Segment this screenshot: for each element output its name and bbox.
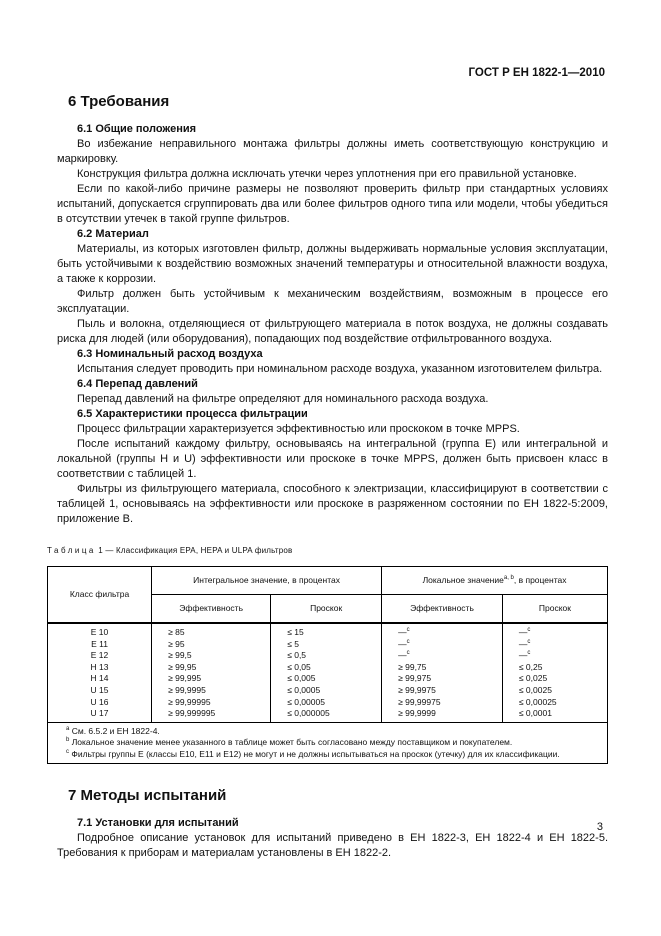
col-local-sup: a, b [503, 574, 514, 581]
table-cell: U 17 [90, 708, 109, 719]
section-7-title: 7 Методы испытаний [68, 786, 227, 804]
table-cell: ≤ 0,005 [287, 673, 316, 684]
section-7-1-title: 7.1 Установки для испытаний [77, 816, 239, 829]
table-cell-wrap [398, 673, 490, 685]
table-cell-wrap [287, 673, 369, 685]
table-caption-label: Таблица [47, 546, 96, 555]
footnote-mark: c [527, 650, 531, 657]
subsection-title: 6.4 Перепад давлений [77, 378, 198, 390]
table-cell-wrap [48, 662, 151, 674]
table-cell-wrap [287, 650, 369, 662]
paragraph: Перепад давлений на фильтре определяют для номинального расхода воздуха. [77, 393, 489, 405]
table-cell: — [398, 650, 407, 661]
footnote-mark: c [406, 650, 410, 657]
table-note [54, 749, 601, 761]
col-local-tail: , в процентах [513, 574, 567, 585]
table-cell-wrap [48, 639, 151, 651]
subsection-title: 6.3 Номинальный расход воздуха [77, 348, 263, 360]
table-cell-wrap [168, 697, 258, 709]
paragraph: Если по какой-либо причине размеры не позволяют проверить фильтр при стандартных условиях испытаний, допускается сгруппировать два или более фильтров одного типа или модели, чтобы убедиться в отсутствии утечек в такой группе фильтров. [57, 183, 608, 225]
table-cell: ≥ 99,975 [398, 673, 432, 684]
integral-efficiency-column [152, 623, 271, 722]
footnote-mark: c [406, 638, 410, 645]
table-cell: ≥ 95 [168, 638, 185, 649]
table-cell: ≥ 85 [168, 627, 185, 637]
table-cell: — [398, 638, 407, 649]
table-cell: ≥ 99,999995 [168, 708, 216, 719]
table-note-text: См. 6.5.2 и ЕН 1822-4. [69, 725, 160, 736]
table-cell: ≤ 0,025 [518, 673, 548, 684]
table-cell: ≤ 0,5 [287, 650, 307, 661]
footnote-mark: a [66, 725, 70, 732]
document-body [47, 90, 608, 861]
subcol-header: Проскок [502, 595, 607, 624]
footnote-mark: c [406, 627, 410, 634]
table-cell: ≤ 0,05 [287, 661, 311, 672]
paragraph: Испытания следует проводить при номинальном расходе воздуха, указанном изготовителем фильтра. [77, 363, 603, 375]
table-cell-wrap [287, 708, 369, 720]
table-cell: ≥ 99,75 [398, 661, 427, 672]
table-cell-wrap [287, 685, 369, 697]
table-cell: ≥ 99,9975 [398, 684, 436, 695]
paragraph: Фильтры из фильтрующего материала, способного к электризации, классифицируют в соответствии с таблицей 1, основываясь на эффективности или проскоке в разряженном состоянии по ЕН 1822-5:2009, приложение В. [57, 483, 608, 525]
table-note-text: Фильтры группы E (классы E10, E11 и E12) не могут и не должны испытываться на проскок (утечку) для их классификации. [69, 748, 560, 759]
table-cell-wrap [519, 697, 595, 709]
table-cell-wrap [287, 639, 369, 651]
table-cell-wrap [519, 673, 595, 685]
table-cell: H 13 [90, 661, 109, 672]
table-cell-wrap [48, 697, 151, 709]
table-cell-wrap [398, 685, 490, 697]
table-cell-wrap [398, 697, 490, 709]
table-cell: — [398, 627, 407, 637]
table-cell-wrap [519, 639, 595, 651]
table-cell-wrap [519, 662, 595, 674]
table-cell: ≤ 0,0025 [518, 684, 552, 695]
table-cell-wrap [48, 673, 151, 685]
subcol-header: Эффективность [382, 595, 503, 624]
subsection-title: 6.2 Материал [77, 228, 149, 240]
table-cell-wrap [519, 627, 595, 639]
table-cell: — [518, 650, 528, 661]
table-cell-wrap [519, 685, 595, 697]
table-cell: ≤ 0,25 [518, 661, 543, 672]
local-efficiency-column [382, 623, 503, 722]
table-note-text: Локальное значение менее указанного в таблице может быть согласовано между поставщиком и покупателем. [69, 737, 513, 748]
footnote-mark: c [66, 749, 69, 756]
table-cell: U 16 [90, 696, 109, 707]
document-header: ГОСТ Р ЕН 1822-1—2010 [468, 67, 605, 79]
table-cell-wrap [398, 627, 490, 639]
integral-penetration-column [271, 623, 382, 722]
class-column [48, 623, 152, 722]
table-cell: ≥ 99,95 [168, 661, 197, 672]
footnote-mark: c [527, 638, 531, 645]
col-integral-header: Интегральное значение, в процентах [152, 567, 382, 595]
table-cell-wrap [287, 662, 369, 674]
table-cell: ≤ 15 [287, 627, 304, 637]
section-6-title: 6 Требования [68, 93, 170, 110]
col-local-text: Локальное значение [422, 574, 504, 585]
table-cell-wrap [287, 697, 369, 709]
table-cell: H 14 [90, 673, 109, 684]
table-cell: ≥ 99,9995 [168, 684, 206, 695]
table-cell-wrap [168, 639, 258, 651]
table-note [54, 726, 601, 738]
table-cell: — [518, 627, 528, 637]
subsection-title: 6.1 Общие положения [77, 123, 197, 135]
paragraph: Фильтр должен быть устойчивым к механическим воздействиям, возможным в процессе его эксплуатации. [57, 288, 608, 315]
paragraph: Процесс фильтрации характеризуется эффективностью или проскоком в точке MPPS. [77, 423, 520, 435]
table-notes [48, 722, 608, 763]
table-cell-wrap [168, 708, 258, 720]
table-cell: ≤ 0,0001 [518, 708, 552, 719]
table-cell-wrap [398, 662, 490, 674]
col-local-header [382, 567, 608, 595]
paragraph: Во избежание неправильного монтажа фильтры должны иметь соответствующую конструкцию и маркировку. [57, 138, 608, 165]
classification-table [47, 566, 608, 764]
section-6-content [57, 122, 608, 527]
table-cell: ≤ 0,00025 [518, 696, 557, 707]
table-cell-wrap [48, 685, 151, 697]
table-cell: ≤ 5 [287, 638, 299, 649]
table-cell-wrap [48, 708, 151, 720]
paragraph: Пыль и волокна, отделяющиеся от фильтрующего материала в поток воздуха, не должны создавать риска для людей (или оборудования), попадающих под воздействие отфильтрованного воздуха. [57, 318, 608, 345]
table-cell: ≤ 0,000005 [287, 708, 330, 719]
table-cell: ≤ 0,00005 [287, 696, 325, 707]
footnote-mark: b [66, 737, 70, 744]
table-cell: U 15 [90, 684, 109, 695]
paragraph: После испытаний каждому фильтру, основываясь на интегральной (группа E) или интегральной и локальной (группы H и U) эффективности или проскоке в точке MPPS, должен быть присвоен класс в соответствии с таблицей 1. [57, 438, 608, 480]
table-cell-wrap [168, 650, 258, 662]
table-cell-wrap [398, 639, 490, 651]
subsection-title: 6.5 Характеристики процесса фильтрации [77, 408, 308, 420]
table-note [54, 737, 601, 749]
local-penetration-column [502, 623, 607, 722]
table-cell: ≤ 0,0005 [287, 684, 321, 695]
page-number: 3 [596, 821, 603, 833]
table-cell-wrap [398, 708, 490, 720]
table-cell: — [518, 638, 528, 649]
table-cell-wrap [48, 627, 151, 639]
subcol-header: Эффективность [152, 595, 271, 624]
subcol-header: Проскок [271, 595, 382, 624]
table-cell: E 10 [90, 627, 109, 637]
table-cell: ≥ 99,99975 [398, 696, 441, 707]
table-cell: ≥ 99,5 [168, 650, 192, 661]
table-caption [47, 543, 608, 558]
table-cell: ≥ 99,9999 [398, 708, 436, 719]
table-cell-wrap [519, 650, 595, 662]
table-cell-wrap [48, 650, 151, 662]
table-caption-text: 1 — Классификация EPA, HEPA и ULPA фильтров [95, 546, 293, 555]
paragraph: Материалы, из которых изготовлен фильтр, должны выдерживать нормальные условия эксплуатации, быть устойчивыми к воздействию возможных значений температуры и относительной влажности воздуха, а также к коррозии. [57, 243, 608, 285]
table-cell-wrap [398, 650, 490, 662]
table-data-row [48, 623, 608, 722]
paragraph: Конструкция фильтра должна исключать утечки через уплотнения при его правильной установке. [77, 168, 577, 180]
table-cell-wrap [287, 627, 369, 639]
footnote-mark: c [527, 627, 531, 634]
table-cell: E 11 [91, 638, 108, 649]
table-cell-wrap [168, 673, 258, 685]
table-cell: E 12 [90, 650, 109, 661]
table-cell-wrap [519, 708, 595, 720]
col-class-header: Класс фильтра [48, 567, 152, 624]
table-cell-wrap [168, 662, 258, 674]
table-cell: ≥ 99,995 [168, 673, 202, 684]
table-cell-wrap [168, 685, 258, 697]
table-cell: ≥ 99,99995 [168, 696, 211, 707]
table-cell-wrap [168, 627, 258, 639]
paragraph: Подробное описание установок для испытаний приведено в ЕН 1822-3, ЕН 1822-4 и ЕН 1822-5. Требования к приборам и материалам установлены в ЕН 1822-2. [57, 831, 608, 859]
